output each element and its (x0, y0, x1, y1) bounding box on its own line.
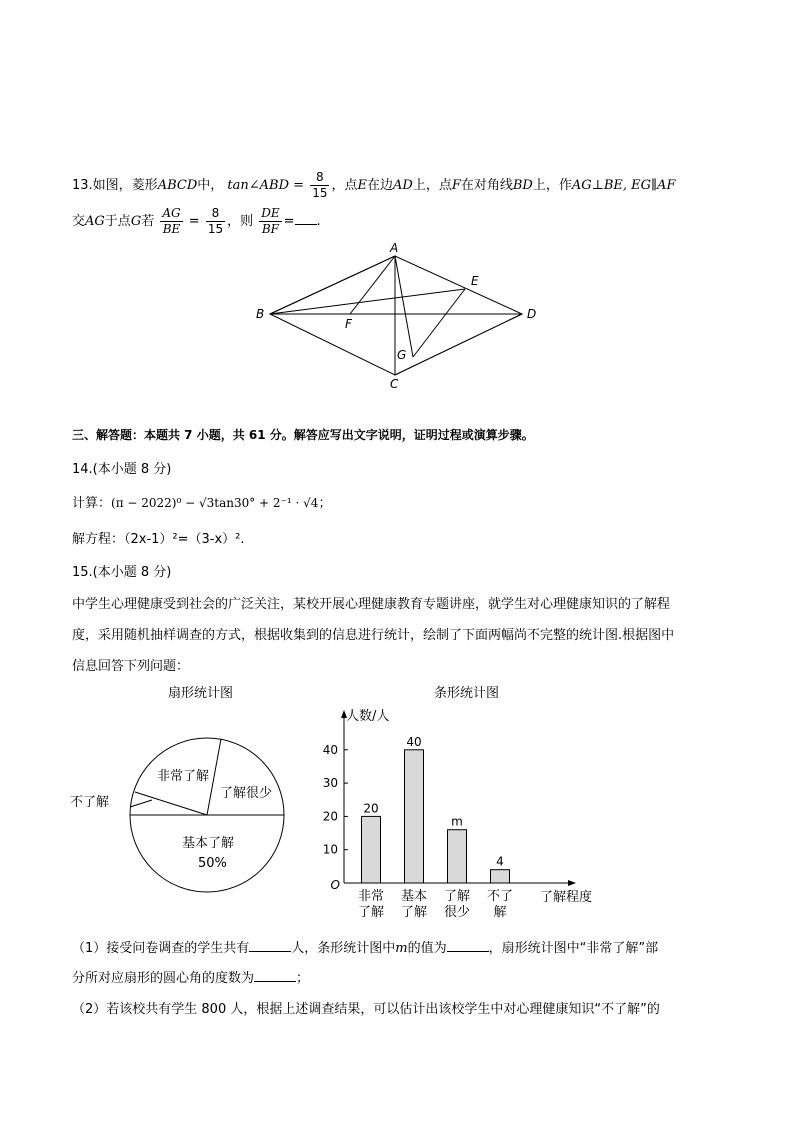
answer-blank-q13[interactable] (295, 212, 317, 225)
x-tick-label-3-0: 不了 (486, 889, 514, 904)
bar-1 (405, 750, 424, 883)
rhombus-abcd (270, 256, 522, 375)
x-tick-label-1-0: 基本 (400, 889, 428, 904)
q15-head: 15.(本小题 8 分) (72, 565, 172, 580)
pie-label-percent: 50% (198, 856, 227, 871)
x-tick-label-0-0: 非常 (357, 889, 385, 904)
de-bf-fraction: $\frac{DE}{BF}$ (261, 206, 280, 236)
x-tick-label-2-0: 了解 (443, 889, 471, 904)
rhombus-figure (250, 238, 550, 398)
tan-fraction: $\frac{8}{15}$ (312, 170, 328, 200)
bar-value-label-2: m (451, 814, 463, 829)
q13-line1: 13.如图，菱形ABCD中， tan∠ABD = $\frac{8}{15}$ ，点E在边AD上，点F在对角线BD上，作AG⊥BE, EG∥AF (72, 170, 676, 200)
label-b: B (256, 307, 265, 321)
label-g: G (397, 348, 407, 362)
x-tick-label-0-1: 了解 (357, 905, 385, 920)
origin-label: O (330, 878, 340, 892)
q13-line2: 交AG于点G若 $\frac{AG}{BE}$ = $\frac{8}{15}$ ，则 $\frac{DE}{BF}$ = . (72, 206, 321, 236)
pie-label-none: 不了解 (70, 795, 110, 810)
y-tick-label-40: 40 (322, 742, 338, 757)
pie-chart-title: 扇形统计图 (168, 686, 234, 701)
label-f: F (345, 317, 352, 331)
q15-para2: 度，采用随机抽样调查的方式，根据收集到的信息进行统计，绘制了下面两幅尚不完整的统计图.根据图中 (72, 628, 675, 643)
x-axis-label: 了解程度 (540, 890, 593, 905)
segment-eg (413, 289, 465, 357)
bar-chart-title: 条形统计图 (434, 686, 500, 701)
q14-equation: 解方程：（2x-1）²=（3-x）². (72, 532, 245, 547)
bar-0 (362, 816, 381, 883)
bar-2 (448, 830, 467, 883)
q15-para1: 中学生心理健康受到社会的广泛关注，某校开展心理健康教育专题讲座，就学生对心理健康知识的了解程 (72, 597, 671, 612)
y-tick-label-30: 30 (322, 776, 338, 791)
q14-calc: 计算：(π − 2022)⁰ − √3tan30° + 2⁻¹ · √4； (72, 496, 332, 511)
x-axis-arrow (568, 880, 576, 886)
answer-blank-m[interactable] (447, 939, 489, 952)
bar-value-label-1: 40 (406, 734, 422, 749)
q15-sub1-line2: 分所对应扇形的圆心角的度数为 ； (72, 971, 310, 986)
pie-chart (60, 730, 300, 910)
label-d: D (527, 307, 537, 321)
q15-sub2: （2）若该校共有学生 800 人，根据上述调查结果，可以估计出该校学生中对心理健康知识“不了解”的 (72, 1002, 660, 1017)
ag-be-fraction: $\frac{AG}{BE}$ (162, 206, 181, 236)
q15-sub1-line1: （1）接受问卷调查的学生共有 人，条形统计图中m的值为 ，扇形统计图中“非常了解”部 (72, 941, 659, 956)
bar-3 (491, 870, 510, 883)
y-tick-label-20: 20 (322, 809, 338, 824)
segment-ag (395, 256, 413, 357)
answer-blank-angle[interactable] (254, 969, 296, 982)
section3-title: 三、解答题：本题共 7 小题，共 61 分。解答应写出文字说明，证明过程或演算步骤。 (72, 428, 534, 442)
label-e: E (471, 274, 479, 288)
segment-be (270, 289, 465, 314)
bar-chart (300, 700, 620, 930)
pie-label-very: 非常了解 (157, 769, 210, 784)
q14-head: 14.(本小题 8 分) (72, 462, 172, 477)
eight-fifteen-fraction: $\frac{8}{15}$ (207, 206, 224, 236)
bar-value-label-0: 20 (363, 801, 379, 816)
label-a: A (390, 241, 399, 255)
bar-value-label-3: 4 (496, 854, 504, 869)
label-c: C (390, 377, 399, 391)
y-axis-label: 人数/人 (346, 709, 390, 724)
pie-label-little: 了解很少 (220, 786, 273, 801)
segment-af (350, 256, 395, 314)
answer-blank-total[interactable] (249, 939, 291, 952)
pie-label-basic: 基本了解 (182, 836, 235, 851)
x-tick-label-2-1: 很少 (443, 905, 471, 920)
x-tick-label-3-1: 解 (493, 905, 507, 920)
x-tick-label-1-1: 了解 (400, 905, 428, 920)
q15-para3: 信息回答下列问题： (72, 659, 190, 674)
y-tick-label-10: 10 (322, 842, 338, 857)
